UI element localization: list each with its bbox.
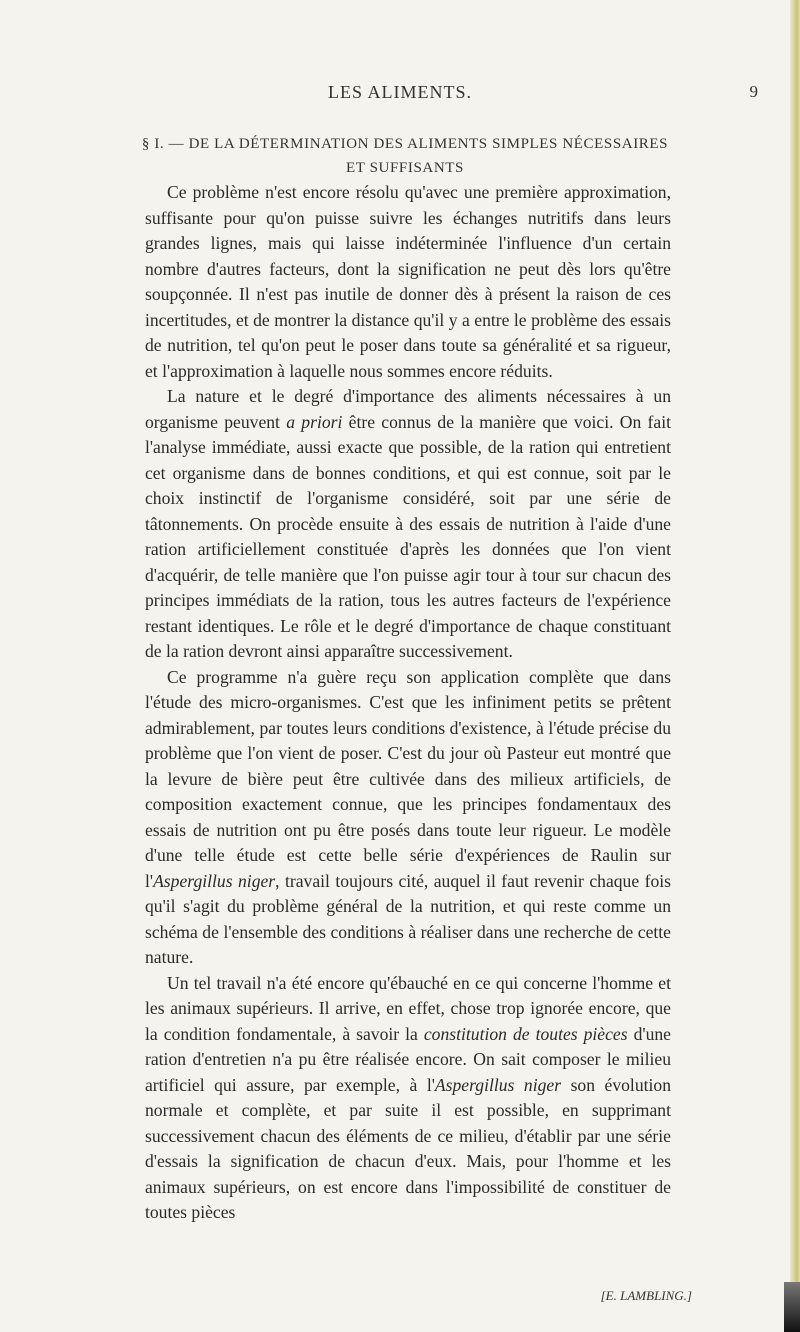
section-heading <box>130 132 680 180</box>
paragraph-3-after: , travail toujours cité, auquel il faut revenir chaque fois qu'il s'agit du problème général de la nutrition, et qui reste comme un schéma de l'ensemble des conditions à réaliser dans une recherche de cette nature. <box>145 870 671 967</box>
paragraph-3-italic: Aspergillus niger <box>153 870 276 891</box>
paragraph-4-before: Un tel travail n'a été encore qu'ébauché en ce qui concerne l'homme et les animaux supérieurs. Il arrive, en effet, chose trop ignorée encore, que la condition fondamentale, à savoir la <box>145 972 671 1044</box>
paragraph-2-after: être connus de la manière que voici. On fait l'analyse immédiate, aussi exacte que possible, de la ration qui entretient cet organisme dans de bonnes conditions, et qui est connue, soit par le choix instinctif de l'organisme considéré, soit par une série de tâtonnements. On procède ensuite à des essais de nutrition à l'aide d'une ration artificiellement constituée d'après les données que l'on vient d'acquérir, de telle manière que l'on puisse agir tour à tour sur chacun des principes immédiats de la ration, tous les autres facteurs de l'expérience restant identiques. Le rôle et le degré d'importance de chaque constituant de la ration devront ainsi apparaître successivement. <box>145 411 671 661</box>
paragraph-3-before: Ce programme n'a guère reçu son application complète que dans l'étude des micro-organismes. C'est que les infiniment petits se prêtent admirablement, par toutes leurs conditions d'existence, à l'étude précise du problème que l'on vient de poser. C'est du jour où Pasteur eut montré que la levure de bière peut être cultivée dans des milieux artificiels, de composition exactement connue, que les principes fondamentaux des essais de nutrition ont pu être posés dans toute leur rigueur. Le modèle d'une telle étude est cette belle série d'expériences de Raulin sur l' <box>145 666 671 891</box>
section-heading-line2: ET SUFFISANTS <box>346 160 464 176</box>
paragraph-2 <box>145 384 671 665</box>
paragraph-2-italic: a priori <box>286 411 343 432</box>
page-edge <box>790 0 800 1332</box>
signature: [E. LAMBLING.] <box>600 1288 692 1303</box>
body-text <box>145 180 671 1226</box>
paragraph-4-after: son évolution normale et complète, et par suite il est possible, en supprimant successivement chacun des éléments de ce milieu, d'établir par une série d'essais la signification de chacun d'eux. Mais, pour l'homme et les animaux supérieurs, on est encore dans l'impossibilité de constituer de toutes pièces <box>145 1074 671 1222</box>
page-header <box>0 82 800 106</box>
paragraph-3 <box>145 665 671 971</box>
page-edge-shadow <box>784 1282 800 1332</box>
page-number: 9 <box>749 82 758 101</box>
paragraph-1 <box>145 180 671 384</box>
paragraph-1-text: Ce problème n'est encore résolu qu'avec une première approximation, suffisante pour qu'on puisse suivre les échanges nutritifs dans leurs grandes lignes, mais qui laisse indéterminée l'influence d'un certain nombre d'autres facteurs, dont la signification ne peut dès lors qu'être soupçonnée. Il n'est pas inutile de donner dès à présent la raison de ces incertitudes, et de montrer la distance qu'il y a entre le problème des essais de nutrition, tel qu'on peut le poser dans toute sa généralité et sa rigueur, et l'approximation à laquelle nous sommes encore réduits. <box>145 182 671 381</box>
paragraph-4-middle: d'une ration d'entretien n'a pu être réalisée encore. On sait composer le milieu artificiel qui assure, par exemple, à l' <box>145 1023 671 1095</box>
section-heading-line1: § I. — DE LA DÉTERMINATION DES ALIMENTS SIMPLES NÉCESSAIRES <box>141 136 669 152</box>
paragraph-4 <box>145 971 671 1226</box>
paragraph-2-before: La nature et le degré d'importance des aliments nécessaires à un organisme peuvent <box>145 386 671 432</box>
paragraph-4-italic: constitution de toutes pièces <box>423 1023 628 1044</box>
paragraph-4-italic2: Aspergillus niger <box>434 1074 562 1095</box>
running-head: LES ALIMENTS. <box>327 82 472 102</box>
